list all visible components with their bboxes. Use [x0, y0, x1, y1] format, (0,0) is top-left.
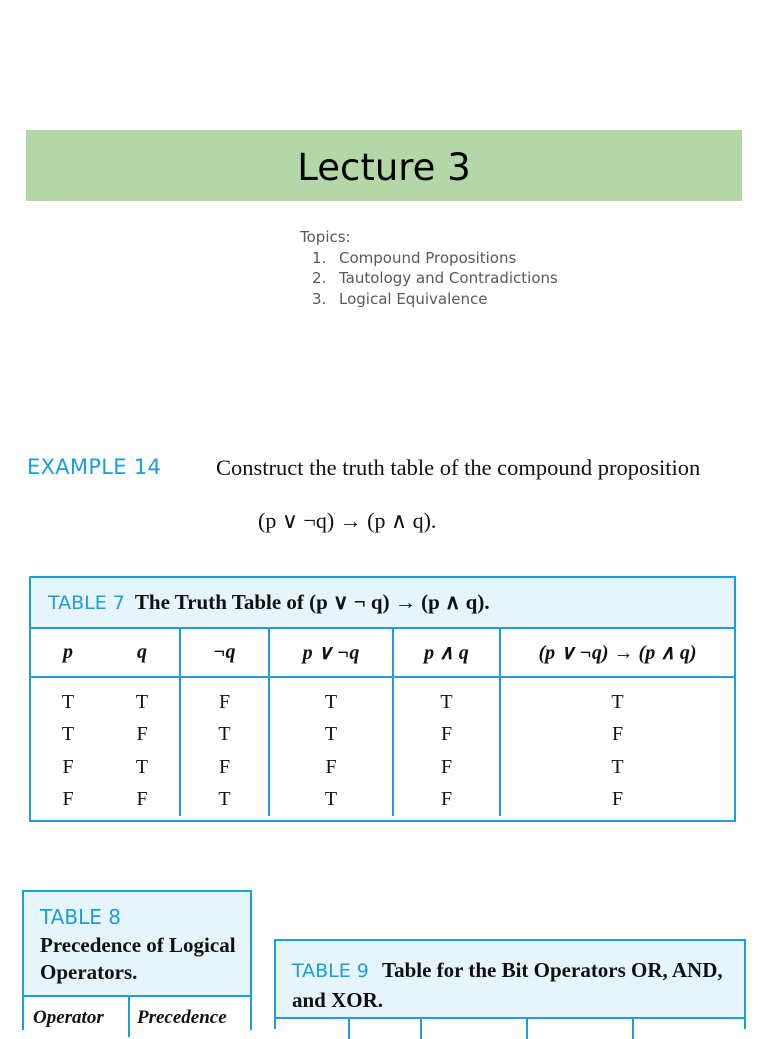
- list-item: [312, 289, 558, 310]
- table-cell: T: [135, 755, 149, 778]
- precedence-table-8: [22, 890, 252, 1030]
- table-cell: T: [180, 719, 269, 752]
- list-item-number: 1.: [312, 248, 327, 267]
- table-header-row: [31, 629, 734, 677]
- list-item: [312, 268, 558, 289]
- table-cell: F: [500, 784, 734, 817]
- column-header: p: [31, 629, 105, 677]
- example-label: EXAMPLE 14: [27, 455, 162, 479]
- table7-caption: [31, 578, 734, 629]
- truth-table-7: [29, 576, 736, 822]
- column-header: q: [105, 629, 180, 677]
- slide-title: Lecture 3: [297, 146, 471, 189]
- table7-label: TABLE 7: [48, 591, 125, 614]
- table-cell: T: [269, 784, 393, 817]
- table-row: [31, 784, 734, 817]
- table-cell: F: [500, 719, 734, 752]
- table-cell: T: [180, 784, 269, 817]
- list-item: [312, 248, 558, 269]
- table-row: [31, 719, 734, 752]
- table8-label: TABLE 8: [40, 905, 121, 929]
- table-cell: T: [61, 723, 75, 746]
- table-cell: F: [62, 788, 74, 811]
- truth-table: [31, 629, 734, 816]
- table-cell: T: [269, 677, 393, 719]
- column-header: ¬q: [180, 629, 269, 677]
- topics-list: [300, 248, 558, 310]
- table-cell: F: [269, 751, 393, 784]
- column-divider: [420, 1019, 422, 1039]
- table-row: [31, 677, 734, 719]
- table-cell: T: [500, 751, 734, 784]
- table9-header-row: [276, 1017, 744, 1039]
- example-formula: (p ∨ ¬q) → (p ∧ q).: [258, 508, 437, 533]
- list-item-label: Compound Propositions: [339, 248, 517, 267]
- table-cell: T: [135, 690, 149, 713]
- topics-block: [300, 227, 558, 309]
- table-cell: F: [393, 719, 500, 752]
- title-banner: [26, 130, 742, 201]
- column-divider: [632, 1019, 634, 1039]
- list-item-label: Tautology and Contradictions: [339, 269, 558, 287]
- list-item-number: 3.: [312, 289, 327, 308]
- table-cell: F: [393, 784, 500, 817]
- table-cell: T: [393, 677, 500, 719]
- column-header: p ∨ ¬q: [269, 629, 393, 677]
- table7-caption-text: The Truth Table of (p ∨ ¬ q) → (p ∧ q).: [134, 590, 490, 614]
- list-item-number: 2.: [312, 269, 327, 287]
- table-row: [31, 751, 734, 784]
- table-cell: F: [180, 751, 269, 784]
- table-cell: T: [269, 719, 393, 752]
- table8-title: Precedence of Logical Operators.: [40, 933, 236, 984]
- table-cell: F: [62, 755, 74, 778]
- table9-label: TABLE 9: [292, 960, 369, 982]
- table9-caption: [292, 956, 732, 1016]
- table-cell: T: [500, 677, 734, 719]
- table9-caption-text: Table for the Bit Operators OR, AND, and XOR.: [292, 958, 723, 1012]
- column-header: Operator: [24, 997, 130, 1037]
- column-header: Precedence: [137, 1007, 227, 1028]
- list-item-label: Logical Equivalence: [339, 289, 488, 308]
- table-cell: F: [136, 723, 148, 746]
- table-cell: T: [61, 690, 75, 713]
- column-header: p ∧ q: [393, 629, 500, 677]
- table8-header-row: [24, 995, 250, 1037]
- table-cell: F: [393, 751, 500, 784]
- example-text: Construct the truth table of the compound proposition: [216, 455, 701, 480]
- topics-heading: Topics:: [300, 228, 351, 246]
- bit-operators-table-9: [274, 939, 746, 1029]
- table-cell: F: [136, 788, 148, 811]
- column-divider: [526, 1019, 528, 1039]
- column-header: (p ∨ ¬q) → (p ∧ q): [500, 629, 734, 677]
- column-divider: [348, 1019, 350, 1039]
- table-cell: F: [180, 677, 269, 719]
